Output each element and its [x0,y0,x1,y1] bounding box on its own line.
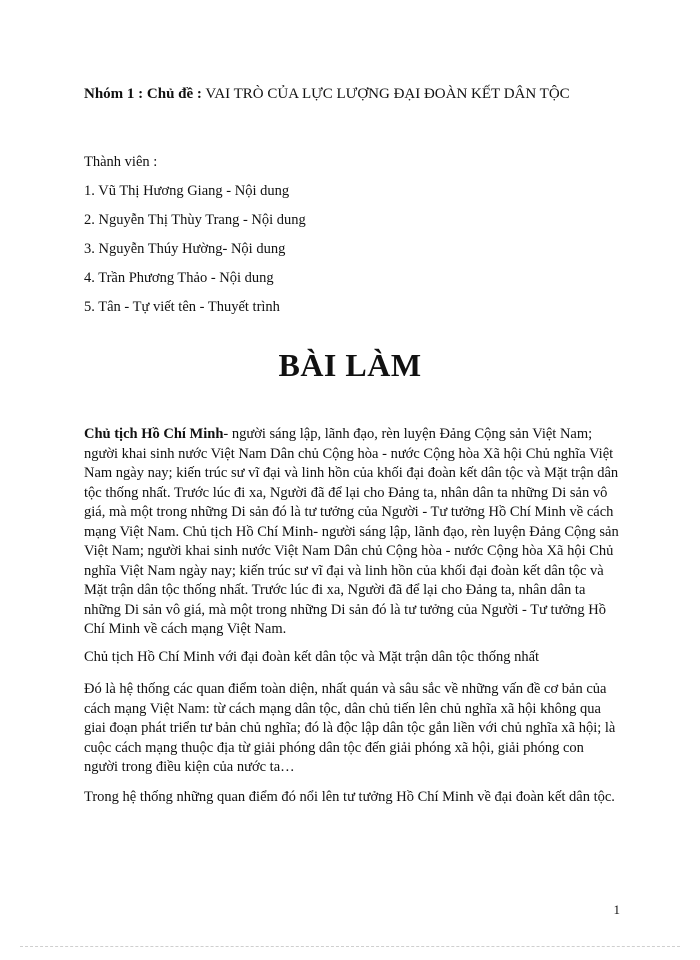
member-item: 5. Tân - Tự viết tên - Thuyết trình [84,299,280,315]
member-item: 3. Nguyễn Thúy Hường- Nội dung [84,241,286,257]
member-list-label: Thành viên : [84,154,158,170]
paragraph-text: - người sáng lập, lãnh đạo, rèn luyện Đảng Cộng sản Việt Nam; người khai sinh nước Việt Nam Dân chủ Cộng hòa - nước Cộng hòa Xã hội Chủ nghĩa Việt Nam ngày nay; kiến trúc sư vĩ đại và linh hồn của khối đại đoàn kết dân tộc và Mặt trận dân tộc thống nhất. Trước lúc đi xa, Người đã để lại cho Đảng ta, nhân dân ta những Di sản vô giá, mà một trong những Di sản đó là tư tưởng của Người - Tư tưởng Hồ Chí Minh về cách mạng Việt Nam. Chủ tịch Hồ Chí Minh- người sáng lập, lãnh đạo, rèn luyện Đảng Cộng sản Việt Nam; người khai sinh nước Việt Nam Dân chủ Cộng hòa - nước Cộng hòa Xã hội Chủ nghĩa Việt Nam ngày nay; kiến trúc sư vĩ đại và linh hồn của khối đại đoàn kết dân tộc và Mặt trận dân tộc thống nhất. Trước lúc đi xa, Người đã để lại cho Đảng ta, nhân dân ta những Di sản vô giá, mà một trong những Di sản đó là tư tưởng của Người - Tư tưởng Hồ Chí Minh về cách mạng Việt Nam. [84,426,619,637]
document-header [84,86,570,103]
page-divider [20,946,680,947]
page-title: BÀI LÀM [278,347,422,383]
paragraph-lead: Chủ tịch Hồ Chí Minh [84,426,224,442]
body-paragraph-2: Chủ tịch Hồ Chí Minh với đại đoàn kết dân tộc và Mặt trận dân tộc thống nhất [84,649,540,665]
member-item: 1. Vũ Thị Hương Giang - Nội dung [84,183,290,199]
topic-title: VAI TRÒ CỦA LỰC LƯỢNG ĐẠI ĐOÀN KẾT DÂN TỘC [201,86,570,102]
body-paragraph-3: Đó là hệ thống các quan điểm toàn diện, nhất quán và sâu sắc về những vấn đề cơ bản của cách mạng Việt Nam: từ cách mạng dân tộc, dân chủ tiến lên chủ nghĩa xã hội không qua giai đoạn phát triển tư bản chủ nghĩa; đó là độc lập dân tộc gắn liền với chủ nghĩa xã hội; là cuộc cách mạng thuộc địa từ giải phóng dân tộc đến giải phóng xã hội, giải phóng con người trong điều kiện của nước ta… [84,681,616,775]
group-label: Nhóm 1 : Chủ đề : [84,86,202,102]
page-number: 1 [613,902,620,917]
member-item: 4. Trần Phương Thảo - Nội dung [84,270,274,286]
member-list [84,148,306,322]
member-item: 2. Nguyễn Thị Thùy Trang - Nội dung [84,212,306,228]
body-paragraph-1 [84,425,620,640]
body-paragraph-4: Trong hệ thống những quan điểm đó nổi lên tư tưởng Hồ Chí Minh về đại đoàn kết dân tộc. [84,789,615,805]
